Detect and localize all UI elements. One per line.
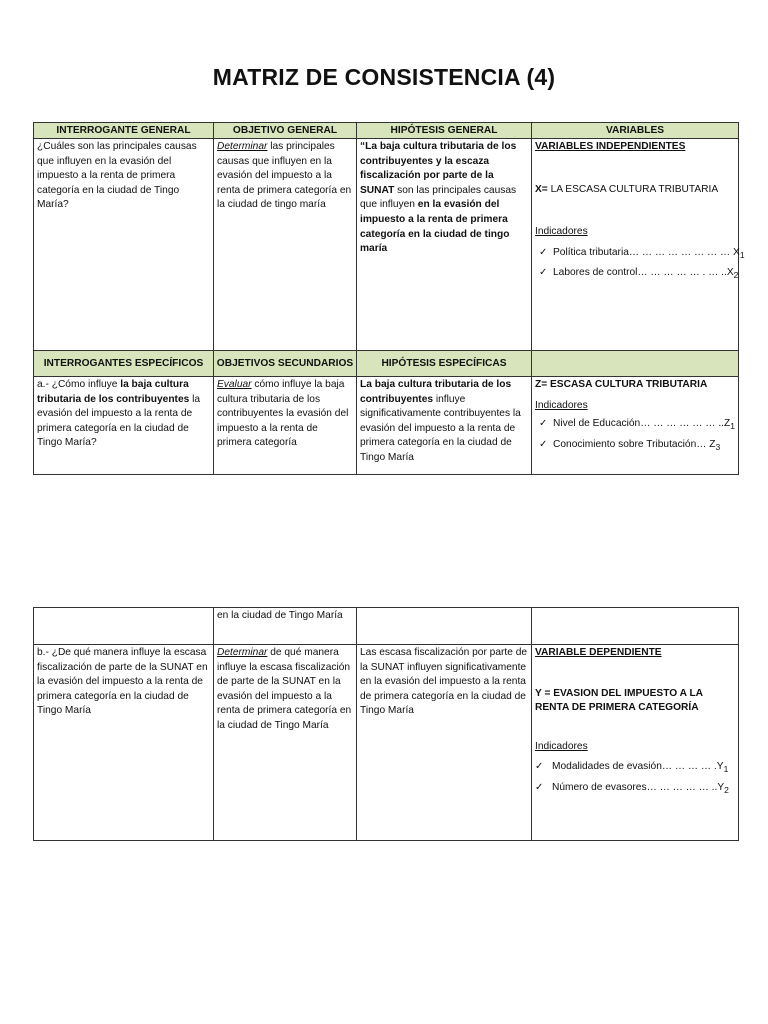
indicators-label: Indicadores <box>535 399 588 411</box>
check-icon: ✓ <box>539 267 548 279</box>
dependent-variable-cell <box>532 645 739 841</box>
independent-variables-title: VARIABLES INDEPENDIENTES <box>535 141 686 152</box>
consistency-matrix-table-continued <box>33 607 739 841</box>
header-objetivo-general: OBJETIVO GENERAL <box>214 123 357 139</box>
check-icon: ✓ <box>539 438 548 450</box>
consistency-matrix-table <box>33 122 745 475</box>
general-hypothesis-bold-2: en la evasión del impuesto a la renta de primera categoría en la ciudad de tingo maría <box>360 199 510 255</box>
general-hypothesis-cell <box>357 139 532 351</box>
continuation-variables-cell <box>532 608 739 645</box>
variable-x <box>535 183 735 198</box>
header-objetivos-secundarios: OBJETIVOS SECUNDARIOS <box>214 351 357 377</box>
indicator-modalidades-evasion: ✓ Modalidades de evasión… … … … $.Y_1$ <box>535 761 729 775</box>
indicator-labores-control: ✓ Labores de control… … … … … . … $..X_2$ <box>539 267 739 281</box>
variable-z-title: Z= ESCASA CULTURA TRIBUTARIA <box>535 379 708 390</box>
header-hipotesis-general: HIPÓTESIS GENERAL <box>357 123 532 139</box>
general-hypothesis-bold-1: “La baja cultura tributaria de los contribuyentes y la escaza fiscalización por parte de la SUNAT <box>360 141 517 196</box>
independent-variables-cell <box>532 139 745 351</box>
indicators-label: Indicadores <box>535 226 588 238</box>
specific-question-a-cell: a.- ¿Cómo influye la baja cultura tributaria de los contribuyentes la evasión del impuesto a la renta de primera categoría en la ciudad de Tingo María? <box>34 377 214 475</box>
general-question: ¿Cuáles son las principales causas que influyen en la evasión del impuesto a la renta de primera categoría en la ciudad de Tingo María? <box>37 141 197 211</box>
check-icon: ✓ <box>539 246 548 258</box>
specific-objective-b-cell: Determinar de qué manera influye la escasa fiscalización de parte de la SUNAT en la evasión del impuesto a la renta de primera categoría en la ciudad de Tingo María <box>214 645 357 841</box>
variable-x-label: X= <box>535 183 548 195</box>
continuation-objective-cell: en la ciudad de Tingo María <box>214 608 357 645</box>
variable-x-text: LA ESCASA CULTURA TRIBUTARIA <box>547 183 719 195</box>
specific-hypothesis-b-cell: Las escasa fiscalización por parte de la SUNAT influyen significativamente en la evasión del impuesto a la renta de primera categoría en la ciudad de Tingo María <box>357 645 532 841</box>
header-blank <box>532 351 739 377</box>
indicators-label: Indicadores <box>535 740 588 752</box>
specific-hypothesis-a-cell: La baja cultura tributaria de los contribuyentes influye significativamente contribuyentes la evasión del impuesto a la renta de primera categoría en la ciudad de Tingo María <box>357 377 532 475</box>
indicator-numero-evasores: ✓ Número de evasores… … … … … $..Y_2$ <box>535 782 729 796</box>
header-interrogantes-especificos: INTERROGANTES ESPECÍFICOS <box>34 351 214 377</box>
general-question-cell <box>34 139 214 351</box>
indicator-conocimiento-tributacion: ✓ Conocimiento sobre Tributación… $Z_3$ <box>539 438 721 452</box>
dependent-variable-title: VARIABLE DEPENDIENTE <box>535 647 662 658</box>
indicator-politica-tributaria: ✓ Política tributaria… … … … … … … … $X_1$ <box>539 246 745 260</box>
indicator-nivel-educacion: ✓ Nivel de Educación… … … … … … $..Z_1$ <box>539 418 735 432</box>
general-hypothesis-mid: son las principales causas que influyen <box>360 184 517 211</box>
general-objective-cell <box>214 139 357 351</box>
variable-z-cell <box>532 377 739 475</box>
page-title: MATRIZ DE CONSISTENCIA (4) <box>212 64 556 90</box>
variable-y-text: Y = EVASION DEL IMPUESTO A LA RENTA DE PRIMERA CATEGORÍA <box>535 687 703 714</box>
check-icon: ✓ <box>535 782 544 793</box>
header-variables: VARIABLES <box>532 123 739 139</box>
specific-question-b-cell: b.- ¿De qué manera influye la escasa fiscalización de parte de la SUNAT en la evasión del impuesto a la renta de primera categoría en la ciudad de Tingo María <box>34 645 214 841</box>
general-objective-text: las principales causas que influyen en la evasión del impuesto a la renta de primera categoría en la ciudad de tingo maría <box>217 141 352 211</box>
continuation-question-cell <box>34 608 214 645</box>
specific-objective-a-cell: Evaluar cómo influye la baja cultura tributaria de los contribuyentes la evasión del impuesto a la renta de primera categoría <box>214 377 357 475</box>
continuation-hypothesis-cell <box>357 608 532 645</box>
header-hipotesis-especificas: HIPÓTESIS ESPECÍFICAS <box>357 351 532 377</box>
check-icon: ✓ <box>535 761 544 773</box>
header-interrogante-general: INTERROGANTE GENERAL <box>34 123 214 139</box>
check-icon: ✓ <box>539 418 548 430</box>
general-objective-verb: Determinar <box>217 141 268 152</box>
